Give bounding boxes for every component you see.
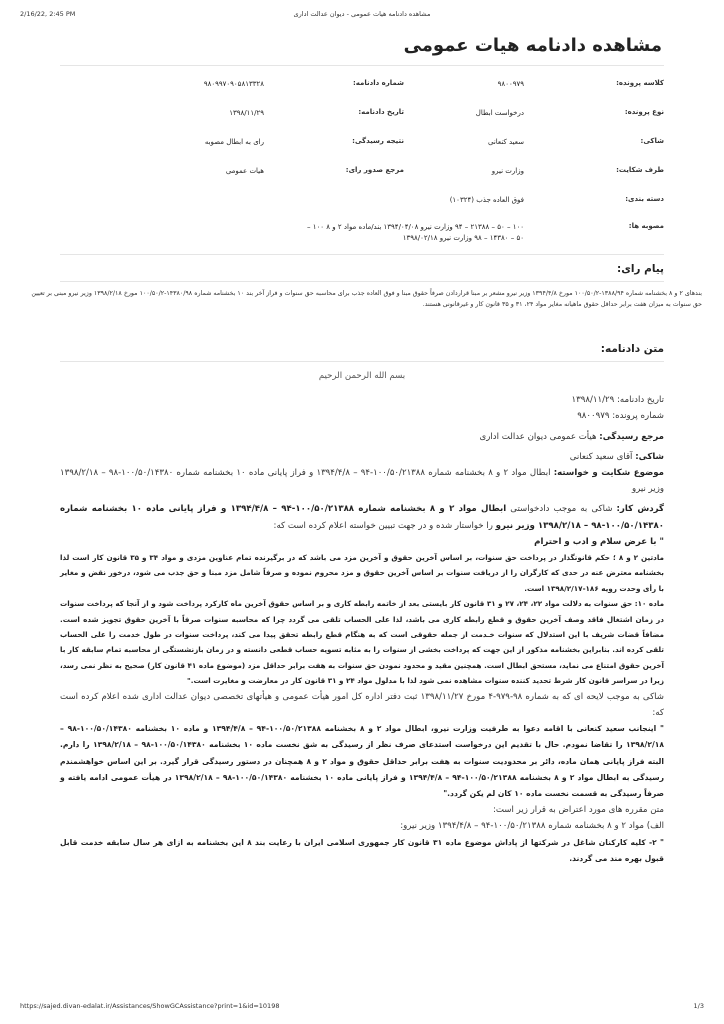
subject-line-value: ابطال مواد ۲ و ۸ بخشنامه شماره ۱۰۰/۵۰/۲۱۳۸۸-۹۴ – ۱۳۹۴/۴/۸ و فراز پایانی ماده ۱۰ بخشنامه شماره ۱۰۰/۵۰/۱۴۳۸۰-۹۸ – ۱۳۹۸/۲/۱۸ وزیر نیرو (60, 468, 664, 495)
ruling-divider (60, 361, 664, 362)
basmala: بسم الله الرحمن الرحیم (318, 371, 406, 381)
plaintiff-label: شاکی: (640, 137, 664, 145)
authority-value: هیات عمومی (225, 167, 264, 175)
course-line-value-bold: ابطال مواد ۲ و ۸ بخشنامه شماره ۱۰۰/۵۰/۲۱۳۸۸-۹۴ – ۱۳۹۴/۴/۸ و فراز پایانی ماده ۱۰ بخشنامه شماره ۱۰۰/۵۰/۱۴۳۸۰-۹۸ – ۱۳۹۸/۲/۱۸ وزیر نیرو (60, 504, 664, 531)
print-footer (20, 1002, 704, 1014)
ruling-section (60, 343, 664, 867)
print-url: https://sajed.divan-edalat.ir/Assistances/ShowGCAssistance?print=1&id=10198 (20, 1002, 280, 1010)
course-line-label: گردش کار: (616, 504, 664, 515)
authority-line-label: مرجع رسیدگی: (599, 431, 664, 442)
meta-divider (60, 254, 664, 255)
category-value: فوق العاده جذب (۱۰۳۲۴) (449, 196, 524, 204)
result-value: رای به ابطال مصوبه (204, 138, 264, 146)
case-type-label: نوع پرونده: (624, 108, 664, 116)
case-type-value: درخواست ابطال (475, 109, 524, 117)
page-title: مشاهده دادنامه هیات عمومی (403, 35, 662, 56)
print-header (20, 10, 704, 22)
verdict-divider (60, 281, 664, 282)
quote1-greeting: " با عرض سلام و ادب و احترام (534, 536, 664, 547)
ruling-no-label: شماره دادنامه: (352, 79, 404, 87)
ruling-date-line: تاریخ دادنامه: ۱۳۹۸/۱۱/۲۹ (571, 395, 664, 406)
case-no-value: ۹۸۰۰۹۷۹ (497, 80, 524, 88)
plaintiff-line-label: شاکی: (635, 451, 664, 462)
defendant-label: طرف شکایت: (616, 166, 664, 174)
plaintiff-line (60, 449, 664, 465)
ruling-date-label: تاریخ دادنامه: (358, 108, 404, 116)
subject-line-label: موضوع شکایت و خواسته: (553, 468, 664, 479)
authority-label: مرجع صدور رای: (345, 166, 404, 174)
result-label: نتیجه رسیدگی: (352, 137, 404, 145)
print-page-number: 1/3 (693, 1002, 704, 1010)
course-line-value-a: شاکی به موجب دادخواستی (506, 504, 617, 515)
course-line-value-b: را خواستار شده و در جهت تبیین خواسته اعلام کرده است که: (273, 520, 496, 531)
case-number-line: شماره پرونده: ۹۸۰۰۹۷۹ (577, 411, 664, 422)
category-label: دسته بندی: (625, 195, 664, 203)
paragraph-3: متن مقرره های مورد اعتراض به قرار زیر است: (492, 805, 664, 816)
paragraph-4: الف) مواد ۲ و ۸ بخشنامه شماره ۱۰۰/۵۰/۲۱۳۸۸-۹۴ – ۱۳۹۴/۴/۸ وزیر نیرو: (400, 821, 664, 832)
ruling-page (31, 30, 702, 984)
ruling-body (60, 368, 664, 867)
print-datetime: 2/16/22, 2:45 PM (20, 10, 76, 18)
subject-line (60, 465, 664, 497)
defendant-value: وزارت نیرو (491, 167, 524, 175)
case-metadata (60, 72, 664, 254)
ruling-no-value: ۹۸۰۹۹۷۰۹۰۵۸۱۳۳۲۸ (203, 80, 264, 88)
authority-line (60, 429, 664, 445)
quote1-paragraph-2: ماده ۱۰: حق سنوات به دلالت مواد ۲۲، ۲۴، ۲۷ و ۳۱ قانون کار بایستی بعد از خاتمه رابطه کاری و بر اساس حقوق آخرین ماه کارکرد پرداخت شود و از آنجا که پرداخت سنوات در زمان اشتغال فاقد وصف آخرین حقوق و قطع رابطه کاری می باشد، لذا علی الحساب تلقی می گردد چرا که محاسبه سنوات صرفاً با آخرین حقوق تجویز شده است. مضافاً قضات شریف با این استدلال که سنوات خـدمت از جمله حقوقی است که به هنگام قطع رابطه تحقق پیدا می کند، پرداخت سنوات در طول خدمت را علی الحساب تلقی کرده اند. بنابراین بخشنامه مذکور از این جهت که پرداخت بخشی از سنوات را به مثابه تسویه حساب قطعی دانسته و در زمان بازنشستگی از محاسبه تمام سابقه کار با آخرین حقوق امتناع می نماید، مستحق ابطال است. همچنین مقید و محدود نمودن حق سنوات به هفت برابر حداقل مزد (موضوع ماده ۴۱ قانون کار) صحیح به نظر نمی رسد، زیرا در سراسر قانون کار شرط تحدید کننده سنوات مشاهده نمی شود لذا با مدلول مواد ۲۴ و ۳۱ قانون کار در معارضت و مغایرت است." (60, 599, 665, 686)
quote3-paragraph: " ۲- کلیه کارکنان شاغل در شرکتها از پاداش موضوع ماده ۳۱ قانون کار جمهوری اسلامی ایران با رعایت بند ۸ این بخشنامه به ازای هر سال سابقه خدمت قابل قبول بهره مند می گردند. (60, 837, 665, 863)
authority-line-value: هیأت عمومی دیوان عدالت اداری (479, 431, 600, 442)
ruling-date-value: ۱۳۹۸/۱۱/۲۹ (229, 109, 264, 117)
course-line (60, 501, 664, 533)
ruling-title: متن دادنامه: (600, 343, 664, 355)
quote2-paragraph: " اینجانب سعید کنعانی با اقامه دعوا به طرفیت وزارت نیرو، ابطال مواد ۲ و ۸ بخشنامه ۱۰۰/۵۰/۲۱۳۸۸-۹۴ – ۱۳۹۴/۴/۸ و ماده ۱۰ بخشنامه ۱۰۰/۵۰/۱۴۳۸۰-۹۸ – ۱۳۹۸/۲/۱۸ را تقاضا نمودم. حال با تقدیم این درخواست استدعای صرف نظر از رسیدگی به شق نخست ماده ۱۰ بخشنامه ۱۰۰/۵۰/۱۴۳۸۰-۹۸ – ۱۳۹۸/۲/۱۸ را دارم. البته فراز پایانی همان ماده، دائر بر محدودیت سنوات به هفت برابر حداقل حقوق و مواد ۲ و ۸ همچنان در دستور رسیدگی قرار گیرد. بر این اساس خواهشمندم رسیدگی به ابطال مواد ۲ و ۸ بخشنامه ۱۰۰/۵۰/۲۱۳۸۸-۹۴ – ۱۳۹۴/۴/۸ و فراز پایانی ماده ۱۰ بخشنامه ۱۰۰/۵۰/۱۴۳۸۰-۹۸ – ۱۳۹۸/۲/۱۸ در هیأت عمومی ادامه یافته و صرفاً رسیدگی به قسمت نخست ماده ۱۰ کان لم یکن گردد." (60, 724, 664, 798)
plaintiff-line-value: آقای سعید کنعانی (569, 451, 636, 462)
plaintiff-value: سعید کنعانی (488, 138, 524, 146)
resolutions-value: ۱۰۰ – ۵۰ – ۲۱۳۸۸ – ۹۴ وزارت نیرو ۱۳۹۴/۰۴/۰۸ بند/ماده مواد ۲ و ۸ ۱۰۰ – ۵۰ – ۱۴۳۸۰ – ۹۸ وزارت نیرو ۱۳۹۸/۰۲/۱۸ (307, 223, 524, 242)
verdict-section (31, 261, 702, 343)
print-page-title: مشاهده دادنامه هیات عمومی - دیوان عدالت اداری (293, 10, 431, 18)
verdict-title: پیام رای: (617, 263, 664, 275)
title-divider (60, 65, 664, 66)
paragraph-2: شاکی به موجب لایحه ای که به شماره ۹۸-۹۷۹-۴ مورخ ۱۳۹۸/۱۱/۲۷ ثبت دفتر اداره کل امور هیأت عمومی و هیأتهای تخصصی دیوان عدالت اداری شده اعلام کرده است که: (60, 691, 664, 718)
verdict-text: بندهای ۲ و ۸ بخشنامه شماره ۱۳۸۸/۹۴-۱۰۰/۵۰/۲ مورخ ۱۳۹۴/۴/۸ وزیر نیرو مشعر بر مبنا قراردادن صرفاً حقوق مبنا و فوق العاده جذب برای محاسبه حق سنوات و فراز آخر بند ۱۰ بخشنامه شماره ۱۴۳۸۰/۹۸-۱۰۰/۵۰/۲ مورخ ۱۳۹۸/۲/۱۸ وزیر نیرو مبنی بر تعیین حق سنوات به میزان هفت برابر حداقل حقوق ماهیانه مغایر مواد ۲۴، ۳۱ و ۳۵ قانون کار و غیرقانونی هستند. (31, 290, 702, 308)
quote1-paragraph-1: مادتین ۲ و ۸ ؛ حکم قانونگذار در پرداخت حق سنوات، بر اساس آخرین حقوق و آخرین مزد می باشد که در برگیرنده تمام عناوین مزدی و مواد ۳۴ و ۳۵ قانون کار است لذا بخشنامه معترض عنه در حدی که کارگران را از دریافت سنوات بر اساس آخرین حقوق و مزد محروم نموده و صرفاً شامل مزد مبنا و حق جذب می شود، درخور نقض و مغایر با رأی وحدت رویه ۱۸۶-۱۳۹۸/۲/۱۷ است. (60, 553, 664, 593)
case-no-label: کلاسه پرونده: (616, 79, 664, 87)
resolutions-label: مصوبه ها: (628, 222, 664, 230)
